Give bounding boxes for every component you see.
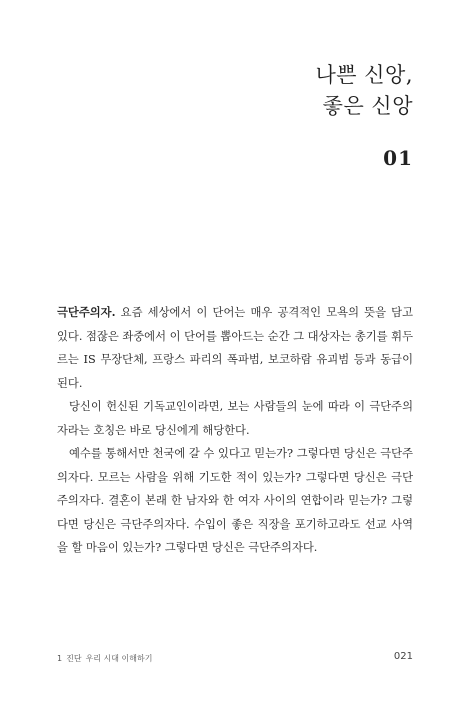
chapter-title (316, 60, 414, 122)
paragraph-2: 당신이 헌신된 기독교인이라면, 보는 사람들의 눈에 따라 이 극단주의자라는 호칭은 바로 당신에게 해당한다. (57, 400, 413, 437)
section-title: 우리 시대 이해하기 (85, 654, 153, 663)
chapter-title-line-2: 좋은 신앙 (322, 94, 413, 118)
running-header (57, 653, 156, 664)
part-label: 진단 (66, 654, 82, 663)
chapter-number: 01 (383, 146, 413, 170)
page-number: 021 (393, 651, 413, 662)
paragraph-1-lead: 극단주의자. (57, 305, 116, 319)
paragraph-3: 예수를 통해서만 천국에 갈 수 있다고 믿는가? 그렇다면 당신은 극단주의자다. 모르는 사람을 위해 기도한 적이 있는가? 그렇다면 당신은 극단주의자다. 결혼이 본래 한 남자와 한 여자 사이의 연합이라 믿는가? 그렇다면 당신은 극단주의자다. 수입이 좋은 직장을 포기하고라도 선교 사역을 할 마음이 있는가? 그렇다면 당신은 극단주의자다. (57, 447, 413, 554)
chapter-title-line-1: 나쁜 신앙, (315, 63, 413, 87)
paragraph-1-text: 요즘 세상에서 이 단어는 매우 공격적인 모욕의 뜻을 담고 있다. 점잖은 좌중에서 이 단어를 뽑아드는 순간 그 대상자는 총기를 휘두르는 IS 무장단체, 프랑스 파리의 폭파범, 보코하람 유괴범 등과 동급이 된다. (57, 306, 413, 390)
paragraph-1 (57, 301, 413, 395)
body-text (57, 301, 413, 560)
part-number: 1 (57, 654, 63, 663)
